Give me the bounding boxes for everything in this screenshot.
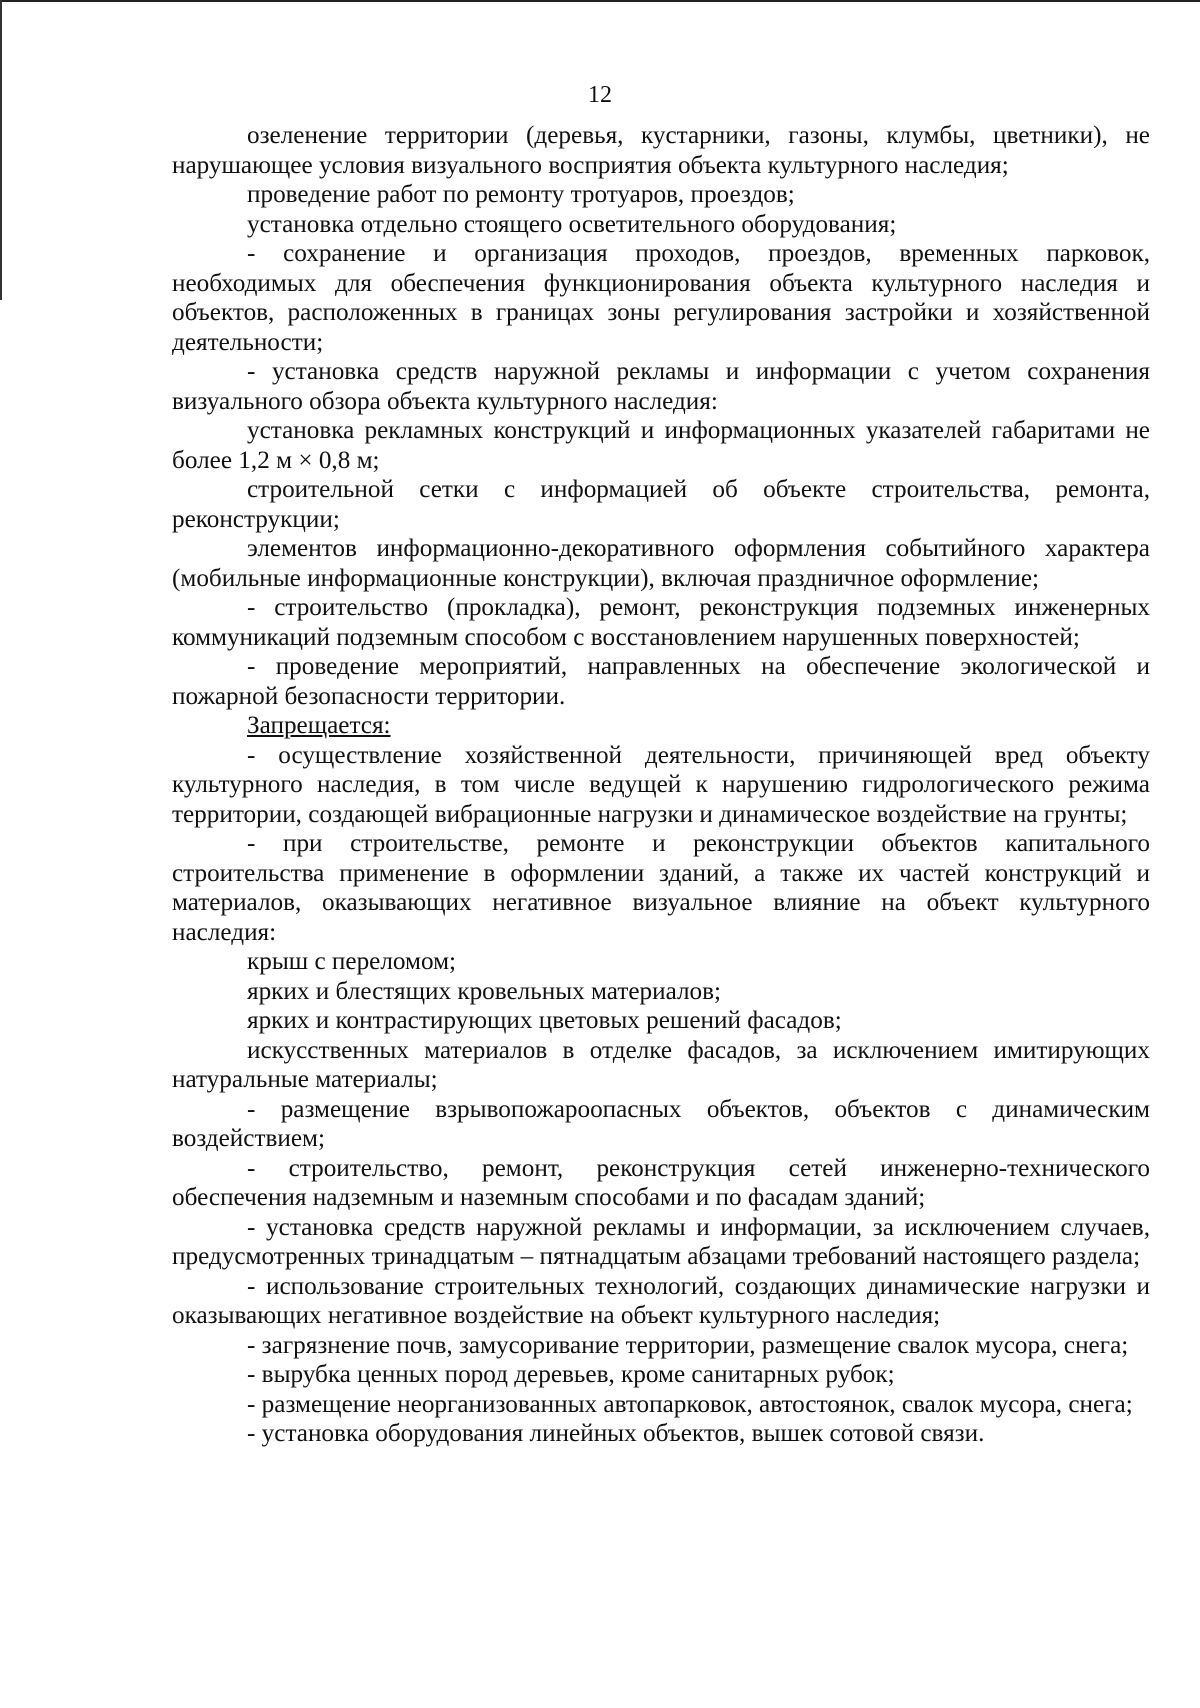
- scan-edge-top: [0, 0, 1200, 2]
- paragraph: - размещение взрывопожароопасных объектов, объектов с динамическим воздействием;: [172, 1095, 1150, 1152]
- paragraph: - строительство (прокладка), ремонт, реконструкция подземных инженерных коммуникаций подземным способом с восстановлением нарушенных поверхностей;: [172, 594, 1150, 651]
- section-heading-text: Запрещается:: [247, 712, 391, 739]
- paragraph: искусственных материалов в отделке фасадов, за исключением имитирующих натуральные материалы;: [172, 1036, 1150, 1093]
- paragraph: - сохранение и организация проходов, проездов, временных парковок, необходимых для обеспечения функционирования объекта культурного наследия и объектов, расположенных в границах зоны регулирования застройки и хозяйственной деятельности;: [172, 240, 1150, 356]
- paragraph: - установка оборудования линейных объектов, вышек сотовой связи.: [247, 1420, 985, 1447]
- paragraph: крыш с переломом;: [247, 948, 457, 975]
- paragraph: проведение работ по ремонту тротуаров, проездов;: [247, 181, 795, 208]
- paragraph: установка рекламных конструкций и информационных указателей габаритами не более 1,2 м × 0,8 м;: [172, 417, 1150, 474]
- paragraph: ярких и блестящих кровельных материалов;: [247, 977, 722, 1005]
- paragraph: - установка средств наружной рекламы и информации, за исключением случаев, предусмотренных тринадцатым – пятнадцатым абзацами требований настоящего раздела;: [172, 1213, 1150, 1270]
- paragraph: - размещение неорганизованных автопарковок, автостоянок, свалок мусора, снега;: [247, 1390, 1133, 1418]
- paragraph: - вырубка ценных пород деревьев, кроме санитарных рубок;: [247, 1361, 895, 1388]
- paragraph: элементов информационно-декоративного оформления событийного характера (мобильные информационные конструкции), включая праздничное оформление;: [172, 535, 1150, 592]
- paragraph: - использование строительных технологий, создающих динамические нагрузки и оказывающих негативное воздействие на объект культурного наследия;: [172, 1272, 1150, 1329]
- paragraph: озеленение территории (деревья, кустарники, газоны, клумбы, цветники), не нарушающее условия визуального восприятия объекта культурного наследия;: [172, 122, 1150, 179]
- paragraph: ярких и контрастирующих цветовых решений фасадов;: [247, 1007, 842, 1034]
- paragraph: - проведение мероприятий, направленных на обеспечение экологической и пожарной безопасности территории.: [172, 653, 1150, 710]
- paragraph: - строительство, ремонт, реконструкция сетей инженерно-технического обеспечения надземным и наземным способами и по фасадам зданий;: [172, 1154, 1150, 1211]
- paragraph: строительной сетки с информацией об объекте строительства, ремонта, реконструкции;: [172, 476, 1150, 533]
- paragraph: - при строительстве, ремонте и реконструкции объектов капитального строительства применение в оформлении зданий, а также их частей конструкций и материалов, оказывающих негативное визуальное влияние на объект культурного наследия:: [172, 830, 1150, 946]
- paragraph: установка отдельно стоящего осветительного оборудования;: [247, 210, 897, 238]
- document-body: [172, 121, 1150, 1449]
- paragraph: - загрязнение почв, замусоривание территории, размещение свалок мусора, снега;: [247, 1331, 1129, 1359]
- page-number: 12: [588, 82, 612, 108]
- paragraph: - осуществление хозяйственной деятельности, причиняющей вред объекту культурного наследия, в том числе ведущей к нарушению гидрологического режима территории, создающей вибрационные нагрузки и динамическое воздействие на грунты;: [172, 741, 1150, 828]
- paragraph: - установка средств наружной рекламы и информации с учетом сохранения визуального обзора объекта культурного наследия:: [172, 358, 1150, 415]
- section-heading: [172, 711, 1150, 741]
- scan-edge-left: [0, 0, 2, 300]
